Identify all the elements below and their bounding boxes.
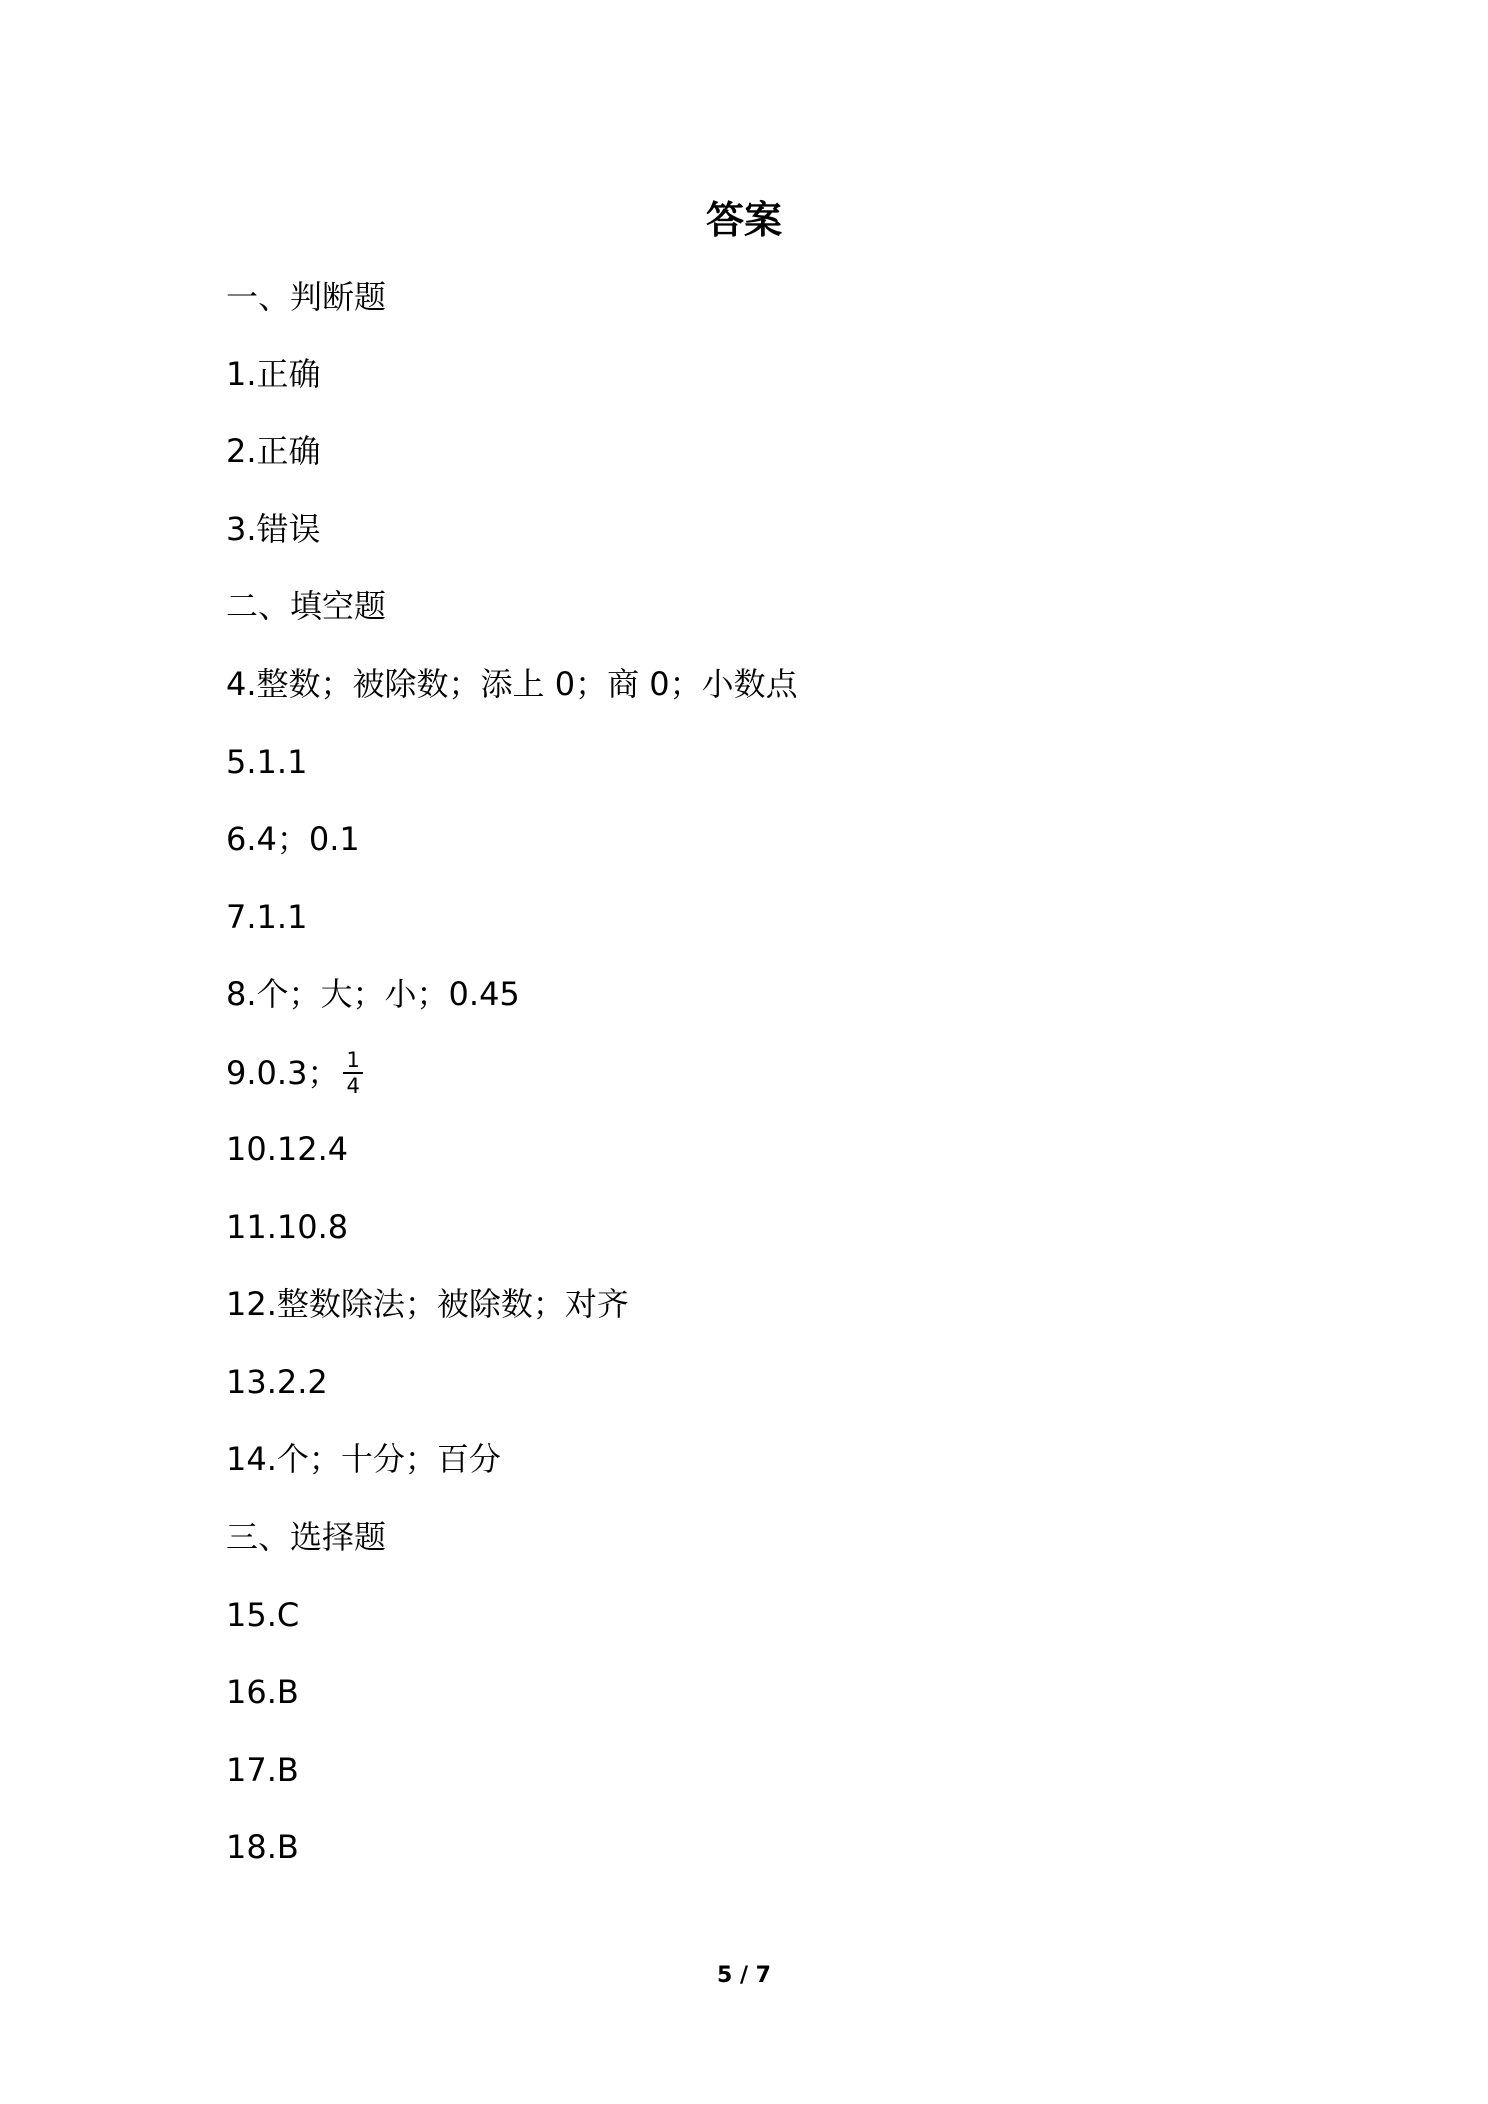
- answer-item-fraction: [226, 1048, 363, 1099]
- answer-item: 13.2.2: [226, 1363, 328, 1401]
- answer-item: 2.正确: [226, 432, 321, 470]
- section-heading-fill-in: 二、填空题: [226, 587, 387, 625]
- answer-item: 10.12.4: [226, 1130, 349, 1168]
- fraction: [343, 1049, 362, 1097]
- answer-item: 15.C: [226, 1596, 300, 1634]
- fraction-prefix: 9.0.3；: [226, 1054, 340, 1092]
- answer-item: 11.10.8: [226, 1208, 349, 1246]
- answer-item: 18.B: [226, 1828, 299, 1866]
- answer-item: 12.整数除法；被除数；对齐: [226, 1285, 629, 1323]
- answer-item: 14.个；十分；百分: [226, 1440, 501, 1478]
- answer-item: 1.正确: [226, 355, 321, 393]
- fraction-numerator: 1: [346, 1048, 360, 1072]
- answer-item: 5.1.1: [226, 743, 308, 781]
- section-heading-judgment: 一、判断题: [226, 278, 387, 316]
- answer-item: 3.错误: [226, 510, 321, 548]
- answer-item: 7.1.1: [226, 898, 308, 936]
- answer-item: 17.B: [226, 1751, 299, 1789]
- fraction-denominator: 4: [346, 1074, 360, 1098]
- page-indicator: 5 / 7: [717, 1963, 771, 1988]
- page-title: 答案: [705, 198, 782, 242]
- answer-item: 16.B: [226, 1673, 299, 1711]
- answer-item: 6.4；0.1: [226, 820, 360, 858]
- answer-item: 4.整数；被除数；添上 0；商 0；小数点: [226, 665, 798, 703]
- answer-item: 8.个；大；小；0.45: [226, 975, 520, 1013]
- section-heading-multiple-choice: 三、选择题: [226, 1518, 387, 1556]
